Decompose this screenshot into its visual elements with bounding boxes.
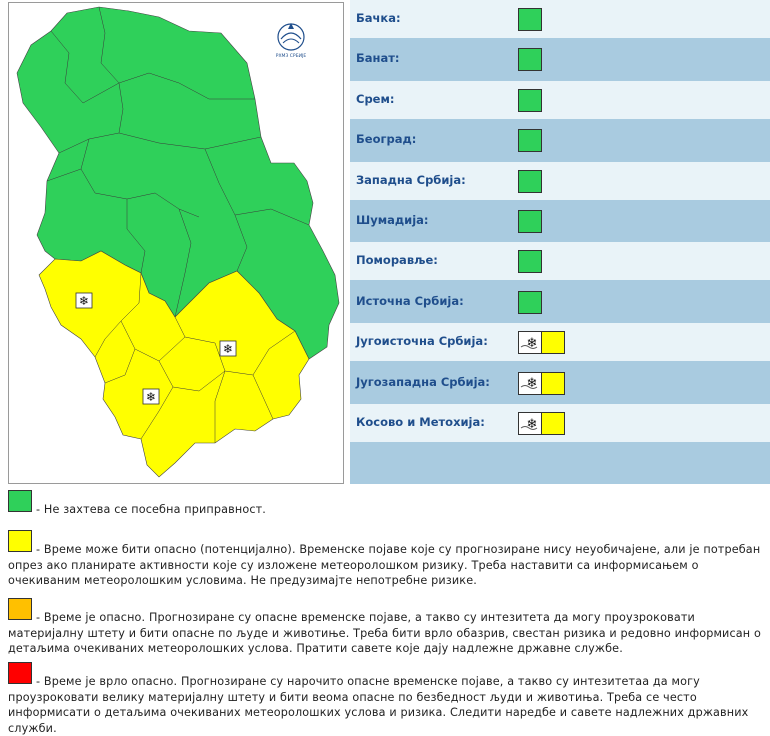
warning-swatch-green bbox=[518, 48, 542, 71]
warning-indicator bbox=[518, 210, 542, 234]
warning-indicator bbox=[518, 170, 542, 194]
region-name: Југозападна Србија: bbox=[356, 374, 490, 389]
legend-item-red bbox=[8, 662, 768, 736]
snowflake-icon bbox=[518, 412, 542, 435]
region-row bbox=[350, 81, 770, 119]
warning-indicator bbox=[518, 372, 565, 396]
region-row bbox=[350, 283, 770, 321]
legend-swatch-orange bbox=[8, 598, 32, 620]
warning-indicator bbox=[518, 250, 542, 274]
warning-swatch-yellow bbox=[541, 412, 565, 435]
region-row bbox=[350, 0, 770, 38]
legend-text: - Време може бити опасно (потенцијално). Временске појаве које су прогнозиране нису неуобичајене, али је потребан опрез ако планирате активности које су изложене метеоролошком ризику. Треба наставити са информисањем о очекиваним метеоролошким условима. Не предузимајте непотребне ризике. bbox=[8, 543, 761, 588]
region-row bbox=[350, 40, 770, 78]
warning-swatch-green bbox=[518, 210, 542, 233]
region-name: Западна Србија: bbox=[356, 172, 466, 187]
snowflake-icon bbox=[220, 341, 236, 356]
legend-item-orange bbox=[8, 598, 768, 657]
region-name: Југоисточна Србија: bbox=[356, 334, 488, 349]
svg-text:❄: ❄ bbox=[526, 416, 538, 432]
svg-text:❄: ❄ bbox=[78, 294, 90, 308]
region-name: Источна Србија: bbox=[356, 293, 464, 308]
rhmz-logo bbox=[276, 23, 307, 59]
warning-swatch-green bbox=[518, 291, 542, 314]
legend-text: - Време је врло опасно. Прогнозиране су нарочито опасне временске појаве, а такво су интезитетаа да могу проузроковати велику материјалну штету и бити веома опасне по безбедност људи и животиња. Треба се често информисати о детаљима очекиваних метеоролошких услова и ризика. Следити наредбе и савете надлежних државних служби. bbox=[8, 675, 749, 735]
region-name: Косово и Метохија: bbox=[356, 415, 485, 429]
region-name: Бачка: bbox=[356, 11, 401, 25]
region-name: Срем: bbox=[356, 91, 395, 106]
warning-swatch-green bbox=[518, 89, 542, 112]
legend-text: - Не захтева се посебна приправност. bbox=[36, 503, 267, 516]
legend-item-green bbox=[8, 490, 768, 518]
region-name: Београд: bbox=[356, 132, 417, 147]
snowflake-icon bbox=[76, 293, 92, 308]
warning-map bbox=[8, 2, 344, 484]
region-row bbox=[350, 323, 770, 361]
legend-swatch-yellow bbox=[8, 530, 32, 552]
region-row bbox=[350, 364, 770, 402]
warning-indicator bbox=[518, 291, 542, 315]
snowflake-icon bbox=[143, 389, 159, 404]
warning-indicator bbox=[518, 8, 542, 32]
region-name: Поморавље: bbox=[356, 253, 438, 268]
warning-swatch-yellow bbox=[541, 331, 565, 354]
warning-swatch-green bbox=[518, 170, 542, 193]
warning-indicator bbox=[518, 89, 542, 113]
legend-swatch-green bbox=[8, 490, 32, 512]
region-row bbox=[350, 202, 770, 240]
warning-indicator bbox=[518, 412, 565, 436]
region-row bbox=[350, 404, 770, 442]
region-name: Шумадија: bbox=[356, 213, 429, 227]
logo-caption: РХМЗ СРБИЈЕ bbox=[275, 54, 307, 59]
region-row bbox=[350, 162, 770, 200]
region-name: Банат: bbox=[356, 51, 400, 66]
warning-swatch-green bbox=[518, 129, 542, 152]
snowflake-icon bbox=[518, 331, 542, 354]
legend-item-yellow bbox=[8, 530, 768, 589]
svg-text:❄: ❄ bbox=[526, 376, 538, 392]
svg-text:❄: ❄ bbox=[145, 390, 157, 404]
warning-swatch-green bbox=[518, 250, 542, 273]
legend-text: - Време је опасно. Прогнозиране су опасне временске појаве, а такво су интезитета да могу проузроковати материјалну штету и бити опасне по људе и животиње. Треба бити врло обазрив, свестан ризика и редовно информисан о детаљима очекиваних метеоролошких услова. Пратити савете које дају надлежне државне службе. bbox=[8, 611, 761, 656]
warning-swatch-green bbox=[518, 8, 542, 31]
region-row bbox=[350, 242, 770, 280]
snowflake-icon bbox=[518, 372, 542, 395]
warning-indicator bbox=[518, 129, 542, 153]
region-row bbox=[350, 121, 770, 159]
svg-text:❄: ❄ bbox=[526, 335, 538, 351]
warning-swatch-yellow bbox=[541, 372, 565, 395]
warning-indicator bbox=[518, 331, 565, 355]
region-warning-table bbox=[350, 0, 770, 484]
serbia-map bbox=[9, 3, 343, 483]
legend-swatch-red bbox=[8, 662, 32, 684]
warning-indicator bbox=[518, 48, 542, 72]
svg-text:❄: ❄ bbox=[222, 342, 234, 356]
